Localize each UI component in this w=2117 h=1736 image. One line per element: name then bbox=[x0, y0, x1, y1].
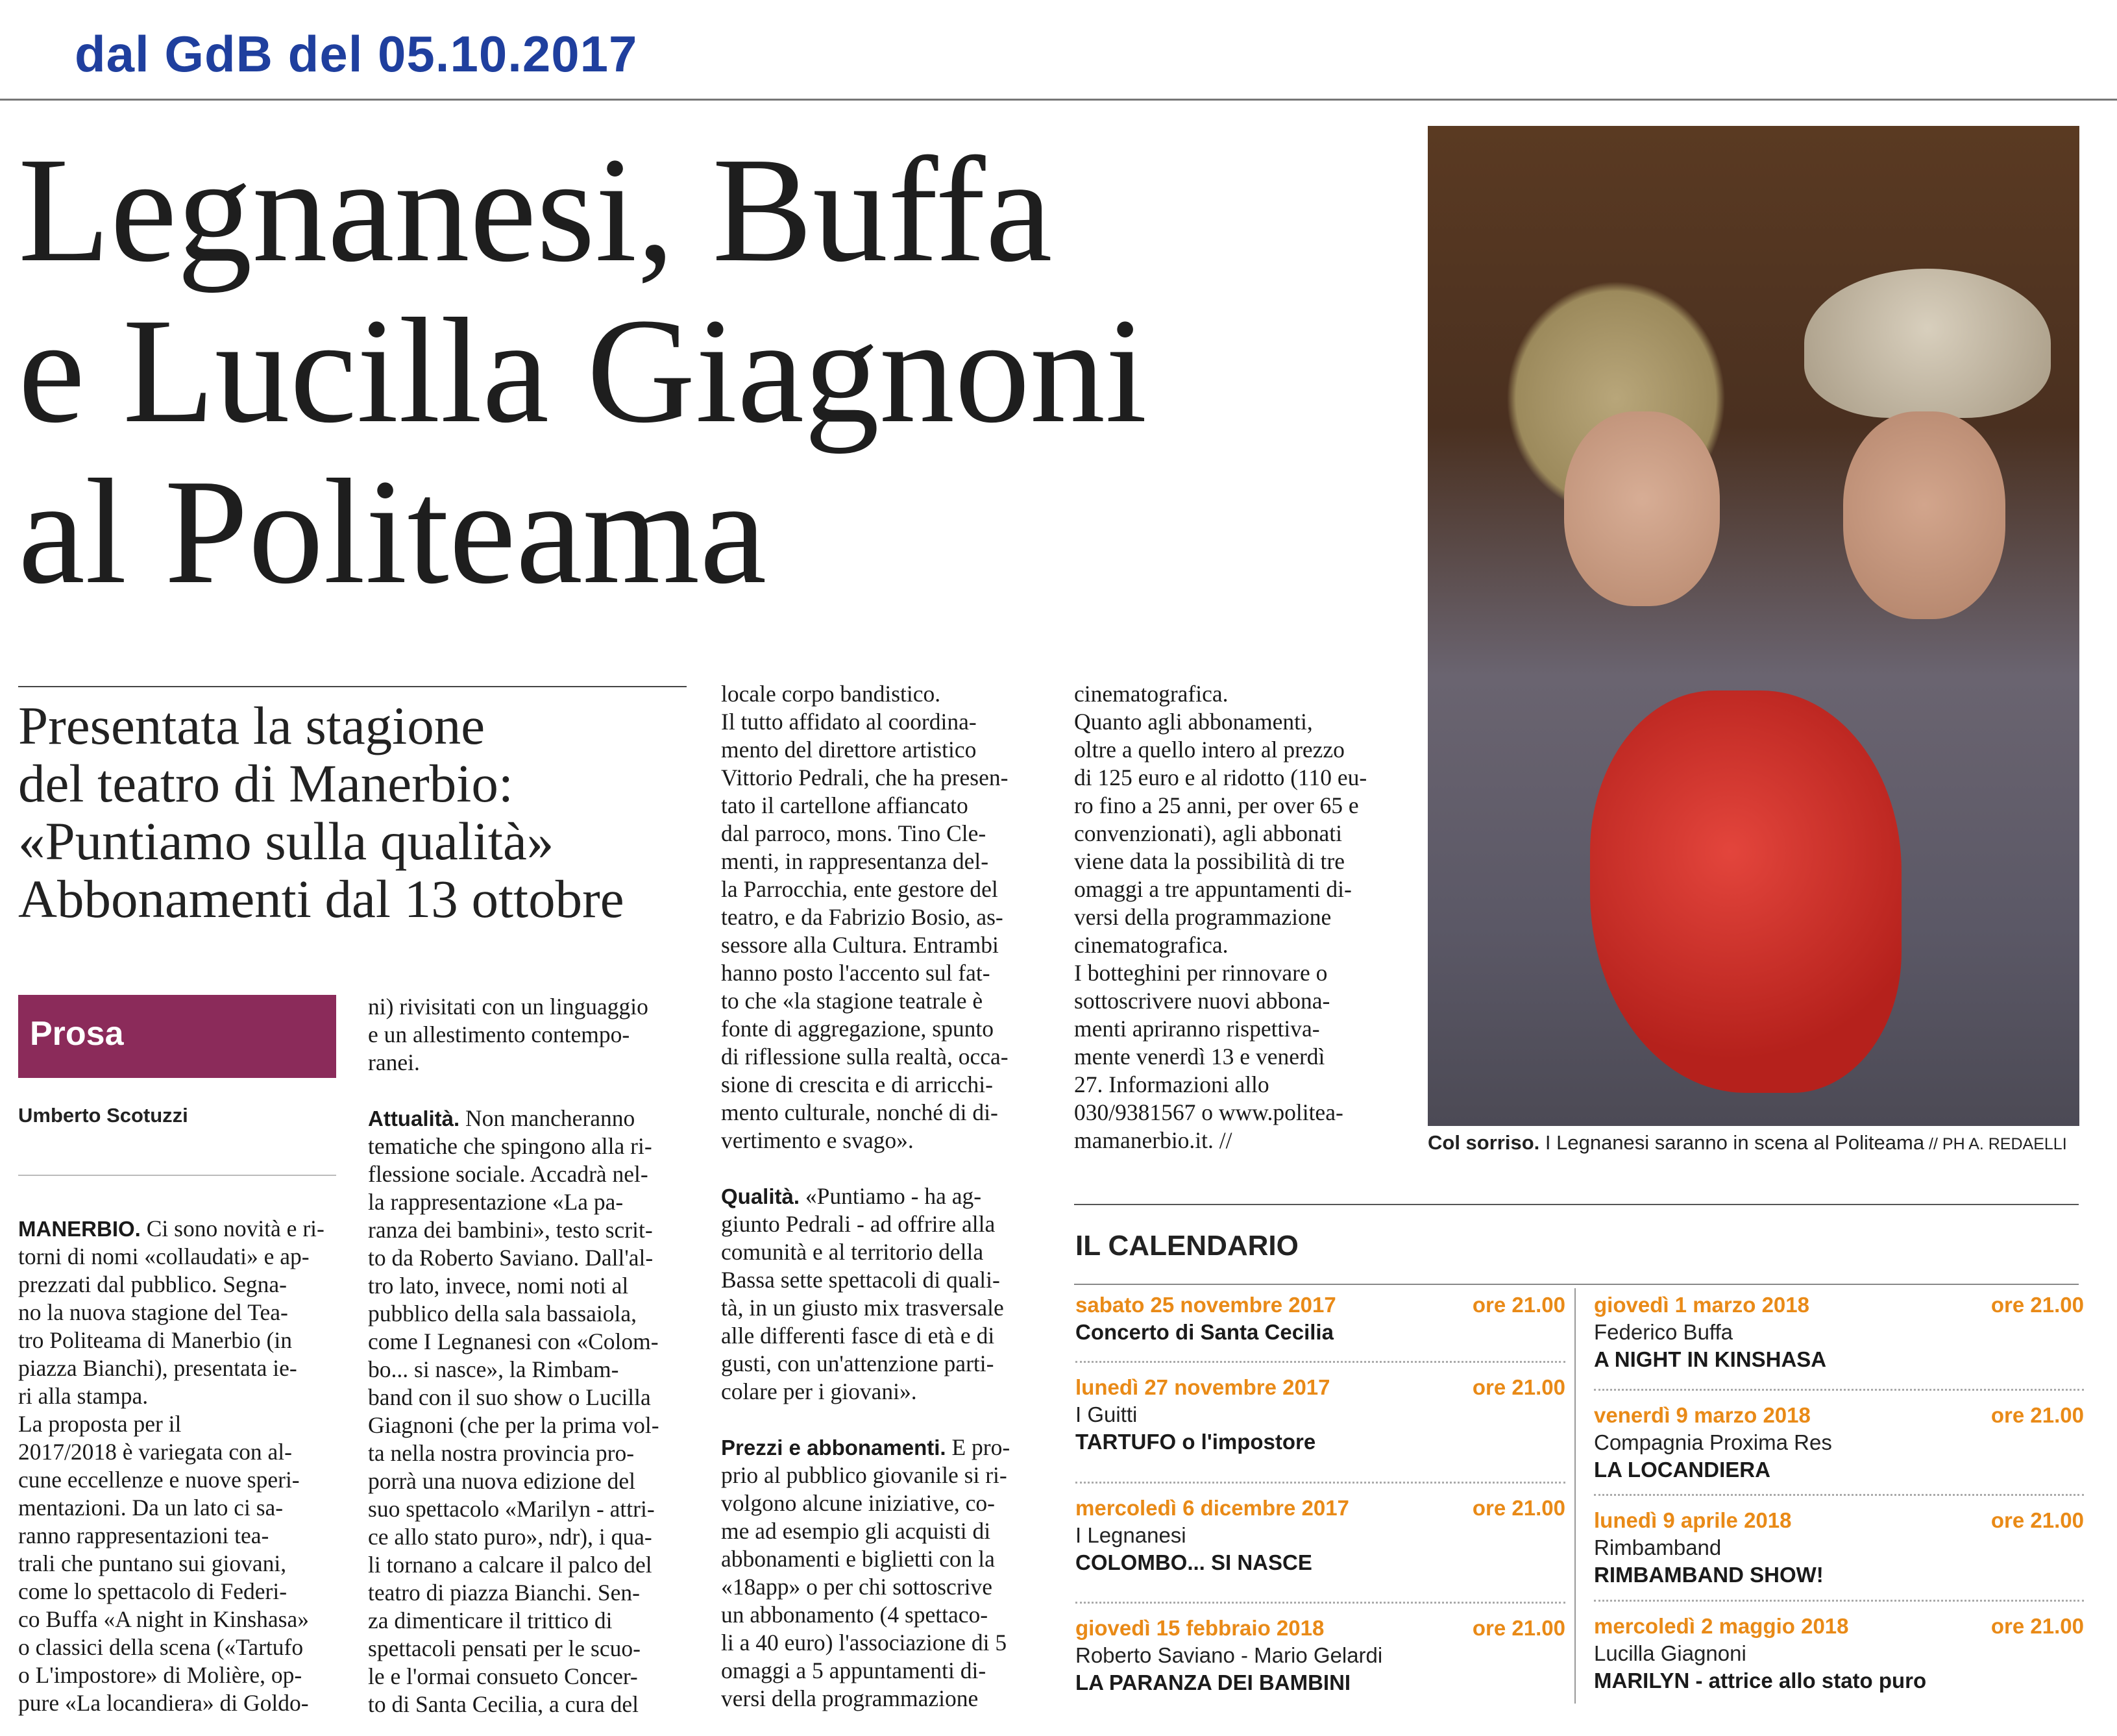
calendar-entry bbox=[1594, 1508, 2084, 1587]
calendar-title-rule bbox=[1074, 1284, 2079, 1285]
event-show: MARILYN - attrice allo stato puro bbox=[1594, 1669, 1927, 1693]
event-time: ore 21.00 bbox=[1472, 1616, 1565, 1640]
article-headline: Legnanesi, Buffa e Lucilla Giagnoni al Politeama bbox=[18, 127, 1147, 615]
event-date: venerdì 9 marzo 2018 bbox=[1594, 1403, 1811, 1427]
calendar-separator bbox=[1594, 1494, 2084, 1496]
paragraph-heading-prezzi: Prezzi e abbonamenti. bbox=[721, 1436, 946, 1460]
photo-face-left bbox=[1564, 411, 1720, 606]
photo-caption bbox=[1428, 1131, 2116, 1155]
event-show: COLOMBO... SI NASCE bbox=[1075, 1550, 1312, 1574]
column-3-text-b: «Puntiamo - ha ag- giunto Pedrali - ad offrire alla comunità e al territorio della Bassa sette spettacoli di quali- tà, in un giusto mix trasversale alle differenti fasce di età e di gusti, con un'attenzione parti- colare per i giovani». bbox=[721, 1183, 1004, 1404]
article-subtitle: Presentata la stagione del teatro di Manerbio: «Puntiamo sulla qualità» Abbonamenti dal 13 ottobre bbox=[18, 696, 624, 929]
event-time: ore 21.00 bbox=[1990, 1293, 2084, 1317]
event-performer: I Guitti bbox=[1075, 1402, 1138, 1426]
event-performer: Roberto Saviano - Mario Gelardi bbox=[1075, 1643, 1383, 1667]
caption-lead: Col sorriso. bbox=[1428, 1131, 1540, 1154]
photo-credit: // PH A. REDAELLI bbox=[1924, 1135, 2067, 1153]
column-2-text-a: ni) rivisitati con un linguaggio e un allestimento contempo- ranei. bbox=[368, 994, 648, 1075]
article-column-1 bbox=[18, 1215, 336, 1717]
column-2-text-b: Non mancheranno tematiche che spingono alla ri- flessione sociale. Accadrà nel- la rappresentazione «La pa- ranza dei bambini», testo scrit- to da Roberto Saviano. Dall'al- tro lato, invece, nomi noti al pubblico della sala bassaiola, come I Legnanesi con «Colom- bo... si nasce», la Rimbam- band con il suo show o Lucilla Giagnoni (che per la prima vol- ta nella nostra provincia pro- porrà una nuova edizione del suo spettacolo «Marilyn - attri- ce allo stato puro», ndr), i qua- li tornano a calcare il palco del teatro di piazza Bianchi. Sen- za dimenticare il trittico di spettacoli pensati per le scuo- le e l'ormai consueto Concer- to di Santa Cecilia, a cura del bbox=[368, 1105, 659, 1717]
event-date: sabato 25 novembre 2017 bbox=[1075, 1293, 1336, 1317]
column-4-text: cinematografica. Quanto agli abbonamenti, oltre a quello intero al prezzo di 125 euro e al ridotto (110 eu- ro fino a 25 anni, per over 65 e convenzionati), agli abbonati viene data la possibilità di tre omaggi a tre appuntamenti di- versi della programmazione cinematografica. I botteghini per rinnovare o sottoscrivere nuovi abbona- menti apriranno rispettiva- mente venerdì 13 e venerdì 27. Informazioni allo 030/9381567 o www.politea- mamanerbio.it. // bbox=[1074, 681, 1367, 1153]
event-show: RIMBAMBAND SHOW! bbox=[1594, 1563, 1824, 1587]
event-show: A NIGHT IN KINSHASA bbox=[1594, 1347, 1827, 1371]
calendar-entry bbox=[1075, 1616, 1565, 1695]
article-column-3 bbox=[721, 680, 1044, 1713]
article-byline: Umberto Scotuzzi bbox=[18, 1104, 188, 1127]
calendar-entry bbox=[1594, 1293, 2084, 1372]
event-show: LA PARANZA DEI BAMBINI bbox=[1075, 1670, 1351, 1694]
calendar-separator bbox=[1594, 1389, 2084, 1391]
header-rule bbox=[0, 99, 2117, 101]
byline-rule bbox=[18, 1175, 336, 1176]
event-time: ore 21.00 bbox=[1472, 1293, 1565, 1317]
event-performer: I Legnanesi bbox=[1075, 1523, 1186, 1547]
event-date: lunedì 9 aprile 2018 bbox=[1594, 1508, 1792, 1532]
event-date: giovedì 15 febbraio 2018 bbox=[1075, 1616, 1325, 1640]
event-time: ore 21.00 bbox=[1472, 1375, 1565, 1399]
calendar-entry bbox=[1594, 1614, 2084, 1693]
event-date: mercoledì 6 dicembre 2017 bbox=[1075, 1496, 1349, 1520]
column-3-text-a: locale corpo bandistico. Il tutto affidato al coordina- mento del direttore artistico Vittorio Pedrali, che ha presen- tato il cartellone affiancato dal parroco, mons. Tino Cle- menti, in rappresentanza del- la Parrocchia, ente gestore del teatro, e da Fabrizio Bosio, as- sessore alla Cultura. Entrambi hanno posto l'accento sul fat- to che «la stagione teatrale è fonte di aggregazione, spunto di riflessione sulla realtà, occa- sione di crescita e di arricchi- mento culturale, nonché di di- vertimento e svago». bbox=[721, 681, 1009, 1153]
event-date: mercoledì 2 maggio 2018 bbox=[1594, 1614, 1849, 1638]
event-time: ore 21.00 bbox=[1472, 1496, 1565, 1520]
event-show: TARTUFO o l'impostore bbox=[1075, 1430, 1316, 1454]
event-performer: Federico Buffa bbox=[1594, 1320, 1733, 1344]
event-performer: Rimbamband bbox=[1594, 1535, 1722, 1559]
event-performer: Compagnia Proxima Res bbox=[1594, 1430, 1832, 1454]
event-show: LA LOCANDIERA bbox=[1594, 1458, 1770, 1482]
column-3-text-c: E pro- prio al pubblico giovanile si ri- volgono alcune iniziative, co- me ad esempio gli acquisti di abbonamenti e biglietti con la «18app» o per chi sottoscrive un abbonamento (4 spettaco- li a 40 euro) l'associazione di 5 omaggi a 5 appuntamenti di- versi della programmazione bbox=[721, 1434, 1010, 1711]
subtitle-rule bbox=[18, 686, 687, 687]
dateline: MANERBIO. bbox=[18, 1217, 141, 1241]
event-show: Concerto di Santa Cecilia bbox=[1075, 1320, 1334, 1344]
event-time: ore 21.00 bbox=[1990, 1614, 2084, 1638]
calendar-top-rule bbox=[1074, 1204, 2079, 1205]
calendar-separator bbox=[1075, 1482, 1565, 1484]
caption-text: I Legnanesi saranno in scena al Politeama bbox=[1539, 1131, 1925, 1154]
calendar-separator bbox=[1075, 1602, 1565, 1604]
article-column-2 bbox=[368, 993, 692, 1718]
article-photo bbox=[1428, 126, 2079, 1126]
calendar-separator bbox=[1594, 1600, 2084, 1602]
article-column-4 bbox=[1074, 680, 1395, 1155]
photo-hat bbox=[1804, 269, 2051, 418]
section-label: Prosa bbox=[30, 1015, 124, 1053]
event-performer: Lucilla Giagnoni bbox=[1594, 1641, 1746, 1665]
paragraph-heading-qualita: Qualità. bbox=[721, 1184, 800, 1208]
newspaper-source-header: dal GdB del 05.10.2017 bbox=[75, 25, 638, 82]
calendar-entry bbox=[1075, 1375, 1565, 1454]
event-date: lunedì 27 novembre 2017 bbox=[1075, 1375, 1330, 1399]
event-time: ore 21.00 bbox=[1990, 1403, 2084, 1427]
calendar-entry bbox=[1075, 1293, 1565, 1345]
column-1-text: Ci sono novità e ri- torni di nomi «collaudati» e ap- prezzati dal pubblico. Segna- no la nuova stagione del Tea- tro Politeama di Manerbio (in piazza Bianchi), presentata ie- ri alla stampa. La proposta per il 2017/2018 è variegata con al- cune eccellenze e nuove speri- mentazioni. Da un lato ci sa- ranno rappresentazioni tea- trali che puntano sui giovani, come lo spettacolo di Federi- co Buffa «A night in Kinshasa» o classici della scena («Tartufo o L'impostore» di Molière, op- pure «La locandiera» di Goldo- bbox=[18, 1216, 324, 1716]
photo-face-right bbox=[1843, 411, 2005, 619]
paragraph-heading-attualita: Attualità. bbox=[368, 1106, 460, 1131]
calendar-entry bbox=[1594, 1403, 2084, 1482]
event-date: giovedì 1 marzo 2018 bbox=[1594, 1293, 1809, 1317]
calendar-separator bbox=[1075, 1361, 1565, 1363]
calendar-column-divider bbox=[1574, 1288, 1576, 1704]
event-time: ore 21.00 bbox=[1990, 1508, 2084, 1532]
calendar-title: IL CALENDARIO bbox=[1075, 1230, 1299, 1262]
calendar-entry bbox=[1075, 1496, 1565, 1575]
photo-red-scarf bbox=[1590, 691, 1902, 1093]
